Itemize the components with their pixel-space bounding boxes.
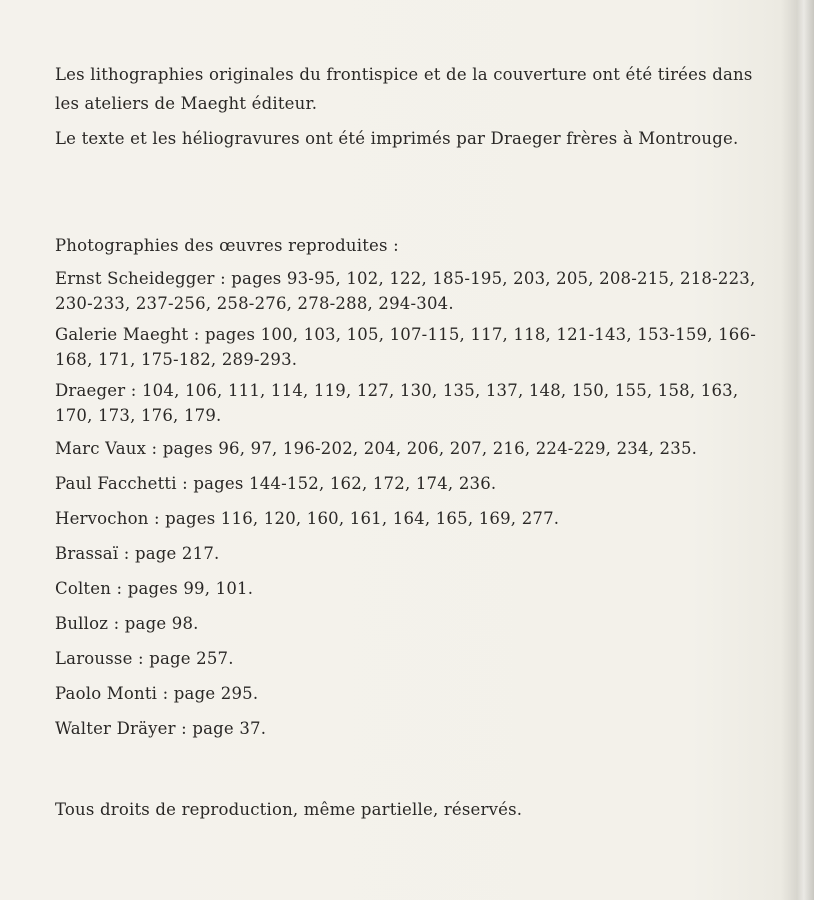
- credit-entry: Paul Facchetti : pages 144-152, 162, 172, 174, 236.: [55, 474, 497, 493]
- credit-entry: Draeger : 104, 106, 111, 114, 119, 127, 130, 135, 137, 148, 150, 155, 158, 163, 170, 173, 176, 179.: [55, 381, 739, 425]
- printer-note-lithographies: Les lithographies originales du frontispice et de la couverture ont été tirées dans les ateliers de Maeght éditeur.: [55, 65, 753, 113]
- photo-credits-heading: Photographies des œuvres reproduites :: [55, 236, 399, 255]
- rights-text: Tous droits de reproduction, même partielle, réservés.: [55, 800, 523, 819]
- credit-entry: Hervochon : pages 116, 120, 160, 161, 164, 165, 169, 277.: [55, 509, 560, 528]
- printer-note-heliogravures: Le texte et les héliogravures ont été imprimés par Draeger frères à Montrouge.: [55, 129, 739, 148]
- credit-entry: Paolo Monti : page 295.: [55, 684, 259, 703]
- credit-entry: Marc Vaux : pages 96, 97, 196-202, 204, 206, 207, 216, 224-229, 234, 235.: [55, 439, 698, 458]
- credit-entry: Galerie Maeght : pages 100, 103, 105, 107-115, 117, 118, 121-143, 153-159, 166-168, 171, 175-182, 289-293.: [55, 325, 756, 369]
- credit-entry: Colten : pages 99, 101.: [55, 579, 254, 598]
- credit-entry: Ernst Scheidegger : pages 93-95, 102, 122, 185-195, 203, 205, 208-215, 218-223, 230-233, 237-256, 258-276, 278-288, 294-304.: [55, 269, 756, 313]
- credit-entry: Walter Dräyer : page 37.: [55, 719, 267, 738]
- photo-credits: [55, 231, 775, 749]
- rights-notice: [55, 795, 775, 824]
- credit-entry: Larousse : page 257.: [55, 649, 234, 668]
- page-edge-shadow: [780, 0, 814, 900]
- printer-note: [55, 60, 775, 159]
- credit-entry: Brassaï : page 217.: [55, 544, 220, 563]
- credit-entry: Bulloz : page 98.: [55, 614, 199, 633]
